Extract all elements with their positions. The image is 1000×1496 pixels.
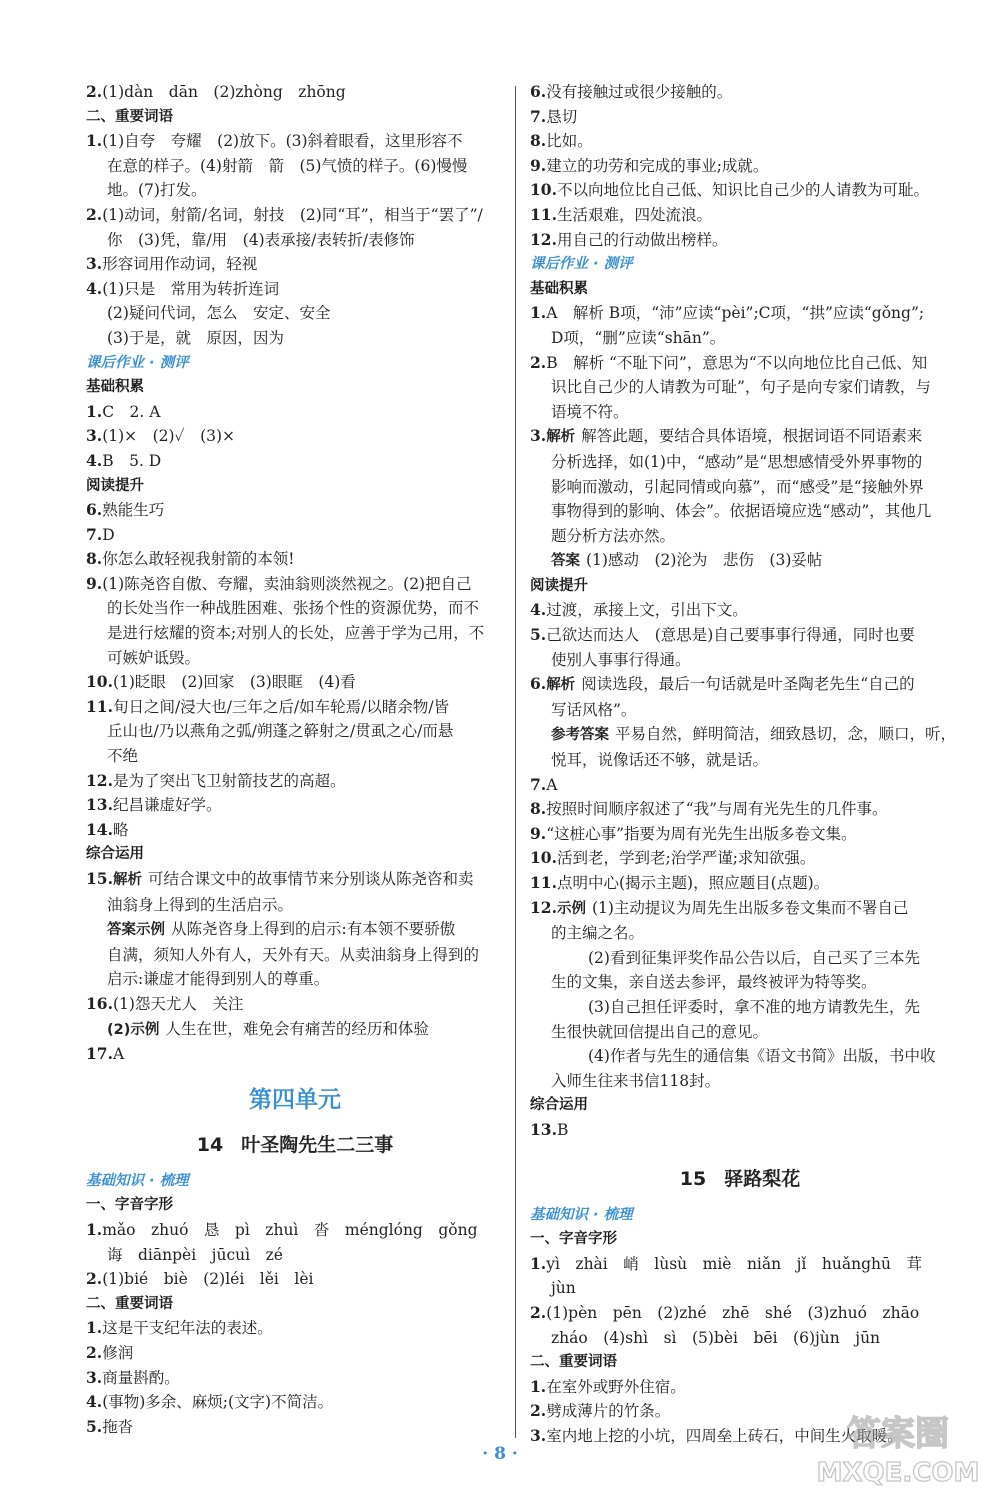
answer-keyword: 参考答案 [551,727,609,744]
item-number: 1. [530,303,547,323]
answer-item [530,80,950,105]
answer-item [530,1118,950,1143]
item-number: 13. [530,1119,557,1139]
item-text: 恳切 [546,107,578,126]
answer-continuation [530,499,950,524]
item-text: (1)bié biè (2)léi lěi lèi [102,1270,314,1289]
answer-continuation [530,1326,950,1351]
answer-continuation [530,722,957,748]
lesson-number: 14 [196,1133,224,1156]
item-number: 12. [530,897,557,917]
item-text: 识比自己少的人请教为可耻”，句子是向专家们请教，与 [551,378,931,397]
answer-item [530,1252,950,1277]
answer-keyword: 答案示例 [107,922,165,939]
item-number: 2. [86,1269,103,1289]
item-text: 悦耳，说像话还不够，就是话。 [551,751,769,770]
item-text: B [556,1120,569,1139]
answer-continuation [530,475,950,500]
watermark-text-en: MXQE.COM [816,1458,980,1488]
answer-item [86,498,504,523]
item-text: (1)只是 常用为转折连词 [102,279,280,298]
item-text: D [102,525,115,544]
answer-continuation [86,943,504,968]
answer-item [530,773,950,798]
answer-keyword: 解析 [546,677,576,694]
answer-item [530,1301,950,1326]
item-text: (1)怨天尤人 关注 [112,994,244,1013]
item-number: 7. [86,524,103,544]
item-text: 活到老，学到老;治学严谨;求知欲强。 [556,849,816,868]
section-heading: 阅读提升 [530,577,588,594]
item-number: 13. [86,795,113,815]
item-text: 入师生往来书信118封。 [551,1071,721,1090]
item-text: 影响而激动，引起同情或向慕”，而“感受”是“接触外界 [551,477,924,496]
item-text: 不绝 [107,747,139,766]
item-number: 7. [530,774,547,794]
answer-continuation [530,748,950,773]
item-text: 拖沓 [102,1417,134,1436]
item-number: 4. [86,450,103,470]
answer-continuation [530,326,950,351]
answer-item [86,547,504,572]
answer-continuation [86,917,504,943]
answer-item [530,154,950,179]
answer-continuation [86,326,504,351]
item-text: 你 (3)凭，靠/用 (4)表承接/表转折/表修饰 [107,230,415,249]
item-number: 6. [530,674,547,694]
item-text: 启示:谦虚才能得到别人的尊重。 [107,970,330,989]
answer-continuation [530,1044,950,1069]
answer-item [86,695,504,720]
item-text: 分析选择，如(1)中，“感动”是“思想感情受外界事物的 [551,452,923,471]
item-text: 是进行炫耀的资本;对别人的长处，应善于学为己用，不 [107,624,485,643]
item-text: (2)看到征集评奖作品公告以后，自己买了三本先 [588,948,920,967]
answer-item [530,424,950,450]
answer-item [86,424,504,449]
answer-continuation [86,178,504,203]
answer-item [86,818,504,843]
lesson-number: 15 [679,1167,707,1190]
item-text: 形容词用作动词，轻视 [102,255,258,274]
item-text: (事物)多余、麻烦;(文字)不简洁。 [102,1393,334,1412]
answer-continuation [530,698,950,723]
section-heading: 一、字音字形 [86,1197,173,1214]
answer-item [86,277,504,302]
item-text: yì zhài 峭 lùsù miè niǎn jǐ huǎnghū 茸 [546,1254,922,1273]
answer-continuation [86,744,504,769]
item-text: (2)疑问代词，怎么 安定、安全 [107,304,331,323]
item-text: (3)于是，就 原因，因为 [107,328,284,347]
item-text: 的主编之名。 [551,924,645,943]
answer-continuation [530,995,950,1020]
answer-continuation [86,893,504,918]
item-number: 9. [530,155,547,175]
item-number: 11. [530,873,557,892]
item-number: 1. [530,1376,547,1396]
answer-keyword: 解析 [112,872,142,888]
item-number: 3. [530,426,547,446]
item-text: “这桩心事”指要为周有光先生出版多卷文集。 [546,824,857,843]
section-heading: 二、重要词语 [530,1354,617,1371]
answer-keyword: (2)示例 [107,1021,160,1038]
item-text: 可嫉妒诋毁。 [107,648,201,667]
answer-keyword: 示例 [556,900,586,917]
section-heading: 二、重要词语 [86,108,173,125]
answer-item [530,178,950,203]
item-number: 3. [86,426,103,446]
section-heading: 基础积累 [86,379,144,396]
item-number: 1. [86,1318,103,1338]
item-text: (1)主动提议为周先生出版多卷文集而不署自己 [591,898,909,917]
item-number: 3. [86,254,103,274]
item-text: 过渡，承接上文，引出下文。 [546,601,748,620]
answer-item [530,896,950,922]
answer-item [530,301,950,326]
item-text: (4)作者与先生的通信集《语文书简》出版，书中收 [588,1047,936,1066]
item-text: 语境不符。 [551,402,629,421]
answer-item [86,867,504,893]
item-number: 11. [86,696,113,716]
answer-item [86,670,504,695]
answer-item [86,252,504,277]
item-number: 12. [86,770,113,790]
answer-item [86,129,504,154]
answer-item [86,80,504,105]
item-text: 使别人事事行得通。 [551,650,691,669]
answer-item [530,797,950,822]
answer-item [86,1267,504,1292]
answer-continuation [86,301,504,326]
item-number: 1. [86,1219,103,1239]
subsection-heading: 课后作业 · 测评 [530,256,633,273]
answer-item [86,1415,504,1440]
answer-item [86,1390,504,1415]
item-number: 16. [86,993,113,1013]
answer-continuation [530,1020,950,1045]
answer-item [86,523,504,548]
item-number: 6. [530,82,547,101]
item-number: 4. [530,600,547,620]
answer-item [86,449,504,474]
lesson-title [530,1159,950,1203]
answer-item [530,203,950,228]
item-text: 是为了突出飞卫射箭技艺的高超。 [112,771,346,790]
answer-item [86,1316,504,1341]
spacer [530,1143,950,1159]
answer-item [530,228,950,253]
item-text: (1)动词，射箭/名词，射技 (2)同“耳”，相当于“罢了”/ [102,205,483,224]
item-text: (1)× (2)✓ (3)× [102,427,236,446]
item-number: 8. [530,131,547,151]
answer-item [86,1042,504,1067]
subsection-heading: 基础知识 · 梳理 [530,1206,633,1223]
answer-continuation [530,921,950,946]
item-number: 5. [530,625,547,645]
item-text: 按照时间顺序叙述了“我”与周有光先生的几件事。 [546,800,888,819]
item-number: 17. [86,1044,113,1064]
item-number: 1. [86,401,103,421]
answer-item [530,846,950,871]
item-number: 5. [86,1416,103,1436]
answer-item [86,793,504,818]
item-number: 4. [86,1392,103,1412]
answer-item [530,105,950,130]
watermark-text-cn: 答案圈 [847,1414,949,1454]
item-text: (1)自夸 夸耀 (2)放下。(3)斜着眼看，这里形容不 [102,132,463,151]
item-text: 解答此题，要结合具体语境，根据词语不同语素来 [581,427,923,446]
answer-item [86,769,504,794]
answer-continuation [530,1276,950,1301]
item-text: 诲 diānpèi jūcuì zé [107,1245,283,1264]
item-number: 8. [530,799,547,819]
item-number: 3. [86,1367,103,1387]
item-text: 在意的样子。(4)射箭 箭 (5)气愤的样子。(6)慢慢 [107,156,468,175]
item-text: 题分析方法亦然。 [551,526,676,545]
item-number: 2. [530,1302,547,1322]
section-heading: 基础积累 [530,280,588,297]
answer-item [86,1341,504,1366]
answer-continuation [86,621,504,646]
section-heading: 综合运用 [86,846,144,863]
answer-item [86,1366,504,1391]
item-text: 你怎么敢轻视我射箭的本领! [102,550,295,569]
item-number: 1. [86,131,103,151]
section-heading: 二、重要词语 [86,1295,173,1312]
answer-continuation [86,154,504,179]
watermark-logo [808,1405,988,1491]
answer-continuation [530,400,950,425]
answer-item [530,871,950,896]
section-heading: 阅读提升 [86,477,144,494]
item-text: 写话风格”。 [551,700,637,719]
answer-item [86,992,504,1017]
right-column [530,80,957,1448]
item-number: 15. [86,869,113,888]
item-number: 2. [530,352,547,372]
answer-continuation [530,548,950,574]
item-text: 可结合课文中的故事情节来分别谈从陈尧咨和卖 [147,870,474,888]
item-text: 的长处当作一种战胜困难、张扬个性的资源优势，而不 [107,599,480,618]
answer-continuation [86,646,504,671]
answer-item [530,351,950,376]
item-text: D项，“删”应读“shān”。 [551,328,726,347]
answer-item [530,623,950,648]
answer-continuation [530,1069,950,1094]
item-text: 油翁身上得到的生活启示。 [107,895,294,914]
item-text: 生的文集，亲自送去参评，最终被评为特等奖。 [551,973,877,992]
item-text: (1)dàn dān (2)zhòng zhōng [102,83,346,101]
item-text: 旬日之间/浸大也/三年之后/如车轮焉/以睹余物/皆 [112,697,450,716]
answer-continuation [86,596,504,621]
answer-item [86,203,504,228]
item-text: (1)眨眼 (2)回家 (3)眼眶 (4)看 [112,673,356,692]
item-text: A [112,1045,125,1064]
answer-continuation [86,1017,504,1043]
item-number: 4. [86,278,103,298]
answer-continuation [530,946,950,971]
item-text: 己欲达而达人 (意思是)自己要事事行得通，同时也要 [546,626,915,645]
answer-continuation [86,967,504,992]
answer-continuation [530,648,950,673]
item-number: 6. [86,500,103,520]
item-number: 2. [530,1401,547,1421]
left-column [86,80,504,1439]
item-number: 11. [530,204,557,224]
item-text: 纪昌谦虚好学。 [112,796,222,815]
item-text: 用自己的行动做出榜样。 [556,230,728,249]
item-text: 比如。 [546,132,593,151]
item-text: B 解析 “不耻下问”，意思为“不以向地位比自己低、知 [546,353,928,372]
answer-continuation [530,450,950,475]
item-text: C 2. A [102,402,161,421]
item-number: 9. [530,823,547,843]
item-text: (3)自己担任评委时，拿不准的地方请教先生，先 [588,997,920,1016]
subsection-heading: 课后作业 · 测评 [86,354,189,371]
column-divider [515,86,516,1438]
item-text: A [546,775,558,794]
answer-item [530,1375,950,1400]
item-text: 劈成薄片的竹条。 [546,1402,671,1421]
item-text: 事物得到的影响、体会”。依据语境应选“感动”，其他几 [551,502,932,521]
item-text: 建立的功劳和完成的事业;成就。 [546,156,769,175]
item-number: 1. [530,1253,547,1273]
answer-continuation [86,719,504,744]
answer-item [530,822,950,847]
item-text: 生很快就回信提出自己的意见。 [551,1022,769,1041]
answer-continuation [86,1243,504,1268]
item-text: (1)感动 (2)沦为 悲伤 (3)妥帖 [586,551,823,570]
item-number: 7. [530,106,547,126]
item-text: 在室外或野外住宿。 [546,1377,686,1396]
item-text: 不以向地位比自己低、知识比自己少的人请教为可耻。 [556,181,929,200]
answer-item [530,598,950,623]
item-text: A 解析 B项，“沛”应读“pèi”;C项，“拱”应读“gǒng”; [546,304,925,323]
answer-continuation [86,228,504,253]
item-text: B 5. D [102,451,162,470]
lesson-name: 叶圣陶先生二三事 [241,1133,394,1156]
answer-continuation [530,970,950,995]
item-text: 平易自然，鲜明简洁，细致恳切，念，顺口，听， [615,725,957,744]
section-heading: 综合运用 [530,1097,588,1114]
item-number: 14. [86,819,113,839]
lesson-name: 驿路梨花 [724,1167,801,1190]
item-text: 熟能生巧 [102,501,165,520]
answer-item [530,672,950,698]
answer-item [86,1218,504,1243]
unit-title: 第四单元 [249,1086,341,1113]
item-text: mǎo zhuó 恳 pì zhuì 沓 ménglóng gǒng [102,1220,478,1239]
answer-keyword: 答案 [551,553,580,570]
item-text: 地。(7)打发。 [107,181,207,200]
item-number: 10. [530,180,557,200]
item-text: 修润 [102,1343,134,1362]
section-heading: 一、字音字形 [530,1231,617,1248]
answer-continuation [530,375,950,400]
item-text: 商量斟酌。 [102,1368,180,1387]
item-text: jùn [551,1279,576,1298]
item-number: 10. [530,848,557,868]
item-number: 2. [86,1342,103,1362]
item-number: 12. [530,229,557,249]
lesson-title [86,1125,504,1169]
page-number: · 8 · [482,1444,518,1464]
item-text: 自满，须知人外有人，天外有天。从卖油翁身上得到的 [107,945,480,964]
item-text: 生活艰难，四处流浪。 [556,205,712,224]
answer-item [86,572,504,597]
item-number: 10. [86,672,113,692]
answer-item [86,400,504,425]
item-text: 略 [112,820,129,839]
item-text: 没有接触过或很少接触的。 [546,83,733,101]
item-text: 阅读选段，最后一句话就是叶圣陶老先生“自己的 [581,675,915,694]
item-text: zháo (4)shì sì (5)bèi bēi (6)jùn jūn [551,1328,881,1347]
answer-item [530,129,950,154]
subsection-heading: 基础知识 · 梳理 [86,1172,189,1189]
item-number: 8. [86,549,103,569]
item-text: 人生在世，难免会有痛苦的经历和体验 [165,1019,429,1038]
item-text: 这是干支纪年法的表述。 [102,1319,273,1338]
item-text: (1)陈尧咨自傲、夸耀，卖油翁则淡然视之。(2)把自己 [102,574,472,593]
item-text: 点明中心(揭示主题)，照应题目(点题)。 [556,874,830,892]
item-text: 从陈尧咨身上得到的启示:有本领不要骄傲 [171,920,456,939]
item-text: 丘山也/乃以燕角之弧/朔蓬之簳射之/贯虱之心/而悬 [107,722,454,741]
item-text: (1)pèn pēn (2)zhé zhē shé (3)zhuó zhāo [546,1303,920,1322]
item-number: 9. [86,573,103,593]
answer-keyword: 解析 [546,429,576,446]
answer-continuation [530,524,950,549]
item-number: 3. [530,1425,547,1445]
item-number: 2. [86,204,103,224]
item-text: 室内地上挖的小坑，四周垒上砖石，中间生火取暖。 [546,1426,903,1445]
item-number: 2. [86,82,103,101]
